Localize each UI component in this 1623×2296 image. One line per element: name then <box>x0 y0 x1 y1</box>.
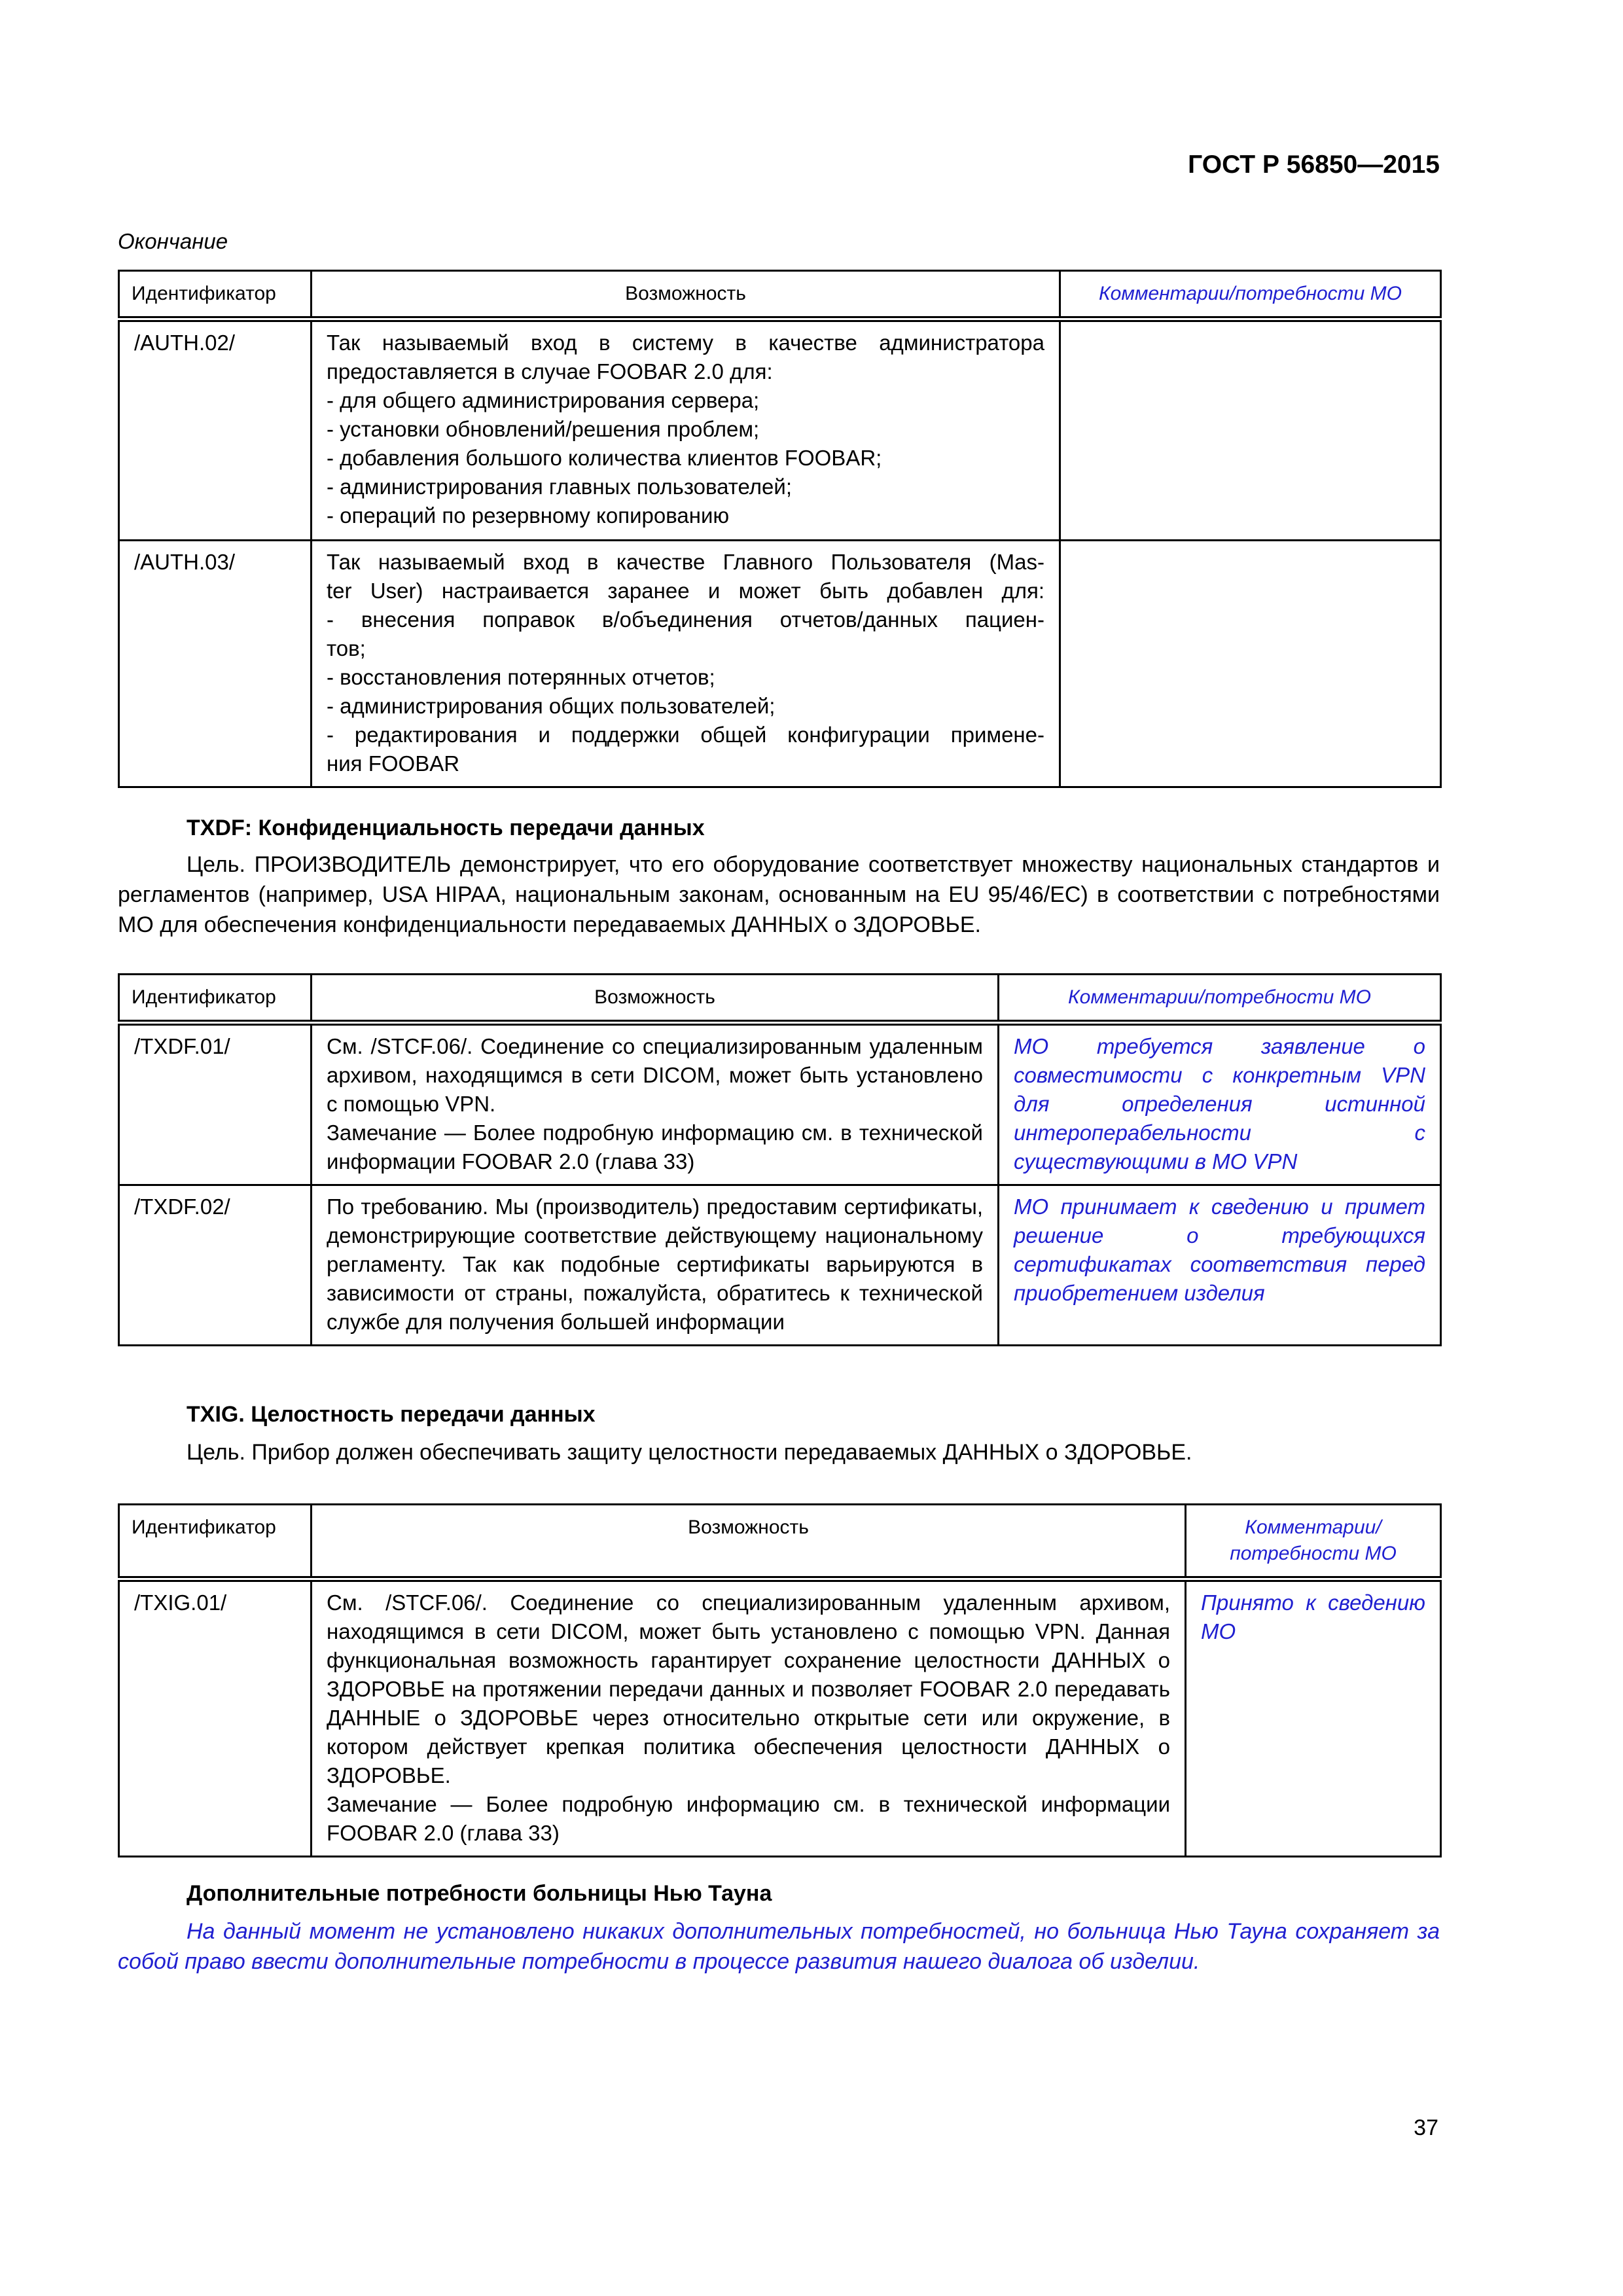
capability-text: См. /STCF.06/. Соединение со специализированным удаленным архивом, находящимся в сети DICOM, может быть установлено с помощью VPN. Данная функциональная возможность гарантирует сохранение целостности ДАННЫХ о ЗДОРОВЬЕ на протяжении передачи данных и позволяет FOOBAR 2.0 передавать ДАННЫЕ о ЗДОРОВЬЕ через относительно открытые сети или окружение, в котором действует крепкая политика обеспечения целостности ДАННЫХ о ЗДОРОВЬЕ. <box>327 1590 1170 1787</box>
table-row <box>119 1023 1441 1185</box>
table-row <box>119 1185 1441 1346</box>
row-comment <box>1060 319 1441 541</box>
capability-line: - администрирования главных пользователей; <box>327 475 792 499</box>
capability-line: Так называемый вход в качестве Главного Пользователя (Mas- <box>327 550 1044 574</box>
row-comment <box>1060 541 1441 787</box>
section-title-txig: TXIG. Целостность передачи данных <box>187 1402 596 1427</box>
row-id: /AUTH.03/ <box>119 541 312 787</box>
capability-line: - восстановления потерянных отчетов; <box>327 665 715 689</box>
row-capability <box>312 319 1060 541</box>
page-header-standard: ГОСТ Р 56850—2015 <box>1188 151 1440 179</box>
section-title-additional: Дополнительные потребности больницы Нью Тауна <box>187 1881 772 1906</box>
auth-table-header <box>119 271 1441 319</box>
txig-goal: Цель. Прибор должен обеспечивать защиту целостности передаваемых ДАННЫХ о ЗДОРОВЬЕ. <box>187 1440 1192 1465</box>
additional-text: На данный момент не установлено никаких дополнительных потребностей, но больница Нью Тауна сохраняет за собой право ввести дополнительные потребности в процессе развития нашего диалога об изделии. <box>118 1919 1440 1974</box>
col-header-comment: Комментарии/потребности МО <box>1060 271 1441 319</box>
row-capability <box>312 1185 999 1346</box>
table-row <box>119 1579 1441 1857</box>
capability-line: - администрирования общих пользователей; <box>327 694 776 718</box>
col-header-id: Идентификатор <box>119 271 312 319</box>
table-row <box>119 319 1441 541</box>
txdf-table <box>118 973 1442 1346</box>
row-capability <box>312 541 1060 787</box>
capability-line: тов; <box>327 636 366 660</box>
txig-table <box>118 1503 1442 1857</box>
capability-text: По требованию. Мы (производитель) предоставим сертификаты, демонстрирующие соответствие действующему национальному регламенту. Так как подобные сертификаты варьируются в зависимости от страны, пожалуйста, обратитесь к технической службе для получения большей информации <box>327 1194 983 1334</box>
capability-line: - добавления большого количества клиентов FOOBAR; <box>327 446 882 470</box>
col-header-capability: Возможность <box>312 975 999 1023</box>
capability-note: Замечание — Более подробную информацию см. в технической информации FOOBAR 2.0 (глава 33) <box>327 1792 1170 1845</box>
capability-line: ter User) настраивается заранее и может быть добавлен для: <box>327 579 1044 603</box>
row-comment: МО требуется заявление о совместимости с конкретным VPN для определения истинной интероперабельности с существующими в МО VPN <box>999 1023 1441 1185</box>
row-capability <box>312 1023 999 1185</box>
capability-line: - редактирования и поддержки общей конфигурации примене- <box>327 723 1044 747</box>
capability-line: - установки обновлений/решения проблем; <box>327 417 760 441</box>
section-title-txdf: TXDF: Конфиденциальность передачи данных <box>187 816 705 840</box>
txdf-goal: Цель. ПРОИЗВОДИТЕЛЬ демонстрирует, что его оборудование соответствует множеству национальных стандартов и регламентов (например, USA HIPAA, национальным законам, основанным на EU 95/46/EC) в соответствии с потребностями МО для обеспечения конфиденциальности передаваемых ДАННЫХ о ЗДОРОВЬЕ. <box>118 852 1440 937</box>
col-header-id: Идентификатор <box>119 975 312 1023</box>
capability-line: Так называемый вход в систему в качестве администратора <box>327 331 1044 355</box>
continuation-label: Окончание <box>118 229 228 253</box>
table-row <box>119 541 1441 787</box>
row-id: /TXIG.01/ <box>119 1579 312 1857</box>
row-capability <box>312 1579 1186 1857</box>
capability-text: См. /STCF.06/. Соединение со специализированным удаленным архивом, находящимся в сети DICOM, может быть установлено с помощью VPN. <box>327 1034 983 1116</box>
page-number: 37 <box>1414 2115 1438 2140</box>
col-header-comment: Комментарии/ потребности МО <box>1186 1505 1441 1579</box>
txdf-table-header <box>119 975 1441 1023</box>
col-header-comment: Комментарии/потребности МО <box>999 975 1441 1023</box>
col-header-capability: Возможность <box>312 1505 1186 1579</box>
txig-table-header <box>119 1505 1441 1579</box>
row-id: /TXDF.02/ <box>119 1185 312 1346</box>
capability-note: Замечание — Более подробную информацию см. в технической информации FOOBAR 2.0 (глава 33) <box>327 1121 983 1174</box>
col-header-id: Идентификатор <box>119 1505 312 1579</box>
auth-table <box>118 270 1442 788</box>
col-header-capability: Возможность <box>312 271 1060 319</box>
capability-line: предоставляется в случае FOOBAR 2.0 для: <box>327 359 773 384</box>
row-comment: Принято к сведению МО <box>1186 1579 1441 1857</box>
capability-line: - внесения поправок в/объединения отчетов/данных пациен- <box>327 607 1044 632</box>
capability-line: ния FOOBAR <box>327 751 460 776</box>
row-id: /TXDF.01/ <box>119 1023 312 1185</box>
row-comment: МО принимает к сведению и примет решение о требующихся сертификатах соответствия перед приобретением изделия <box>999 1185 1441 1346</box>
capability-line: - операций по резервному копированию <box>327 503 730 528</box>
capability-line: - для общего администрирования сервера; <box>327 388 760 412</box>
row-id: /AUTH.02/ <box>119 319 312 541</box>
